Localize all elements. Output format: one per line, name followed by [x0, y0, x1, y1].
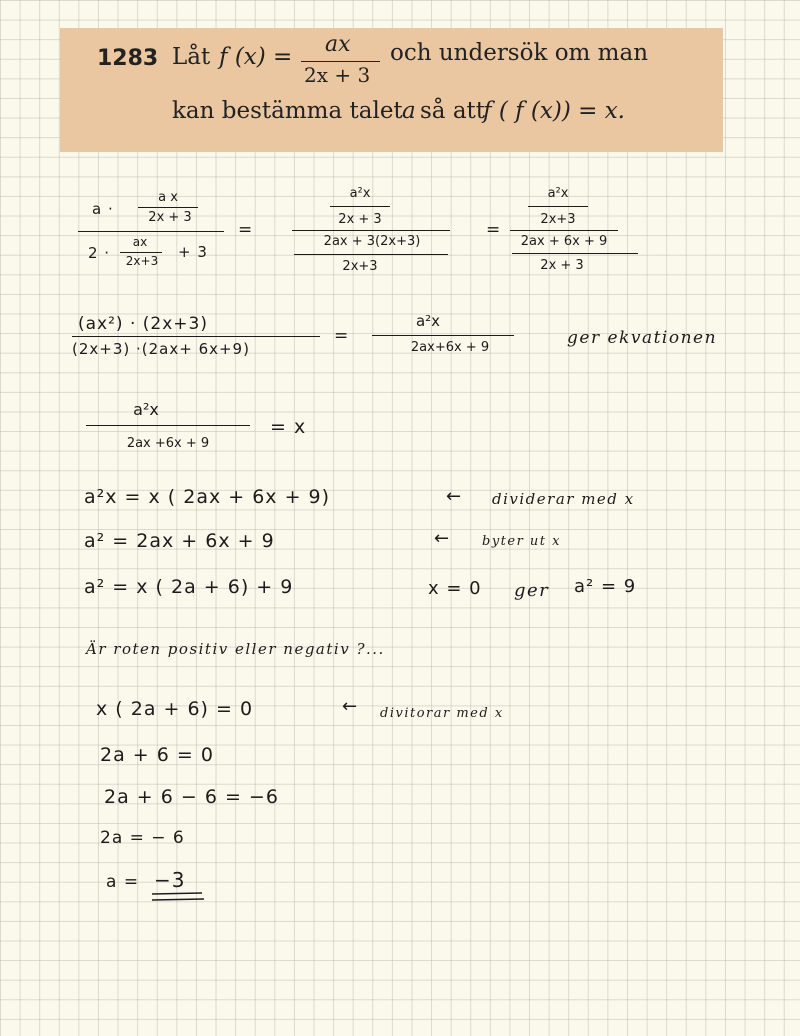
step1-mid-bot-num: 2ax + 3(2x+3) [323, 234, 421, 249]
step1-right-top-num: a²x [547, 186, 569, 201]
step1-inner-num: a x [158, 190, 178, 205]
line3-note-x: x = 0 [428, 578, 482, 599]
step1-bottom-den: 2x+3 [125, 254, 159, 268]
solve-2: 2a + 6 = 0 [100, 744, 214, 766]
line2-note: byter ut x [482, 534, 561, 549]
step1-mid-bot-den: 2x+3 [342, 259, 378, 274]
problem-frac-num: ax [325, 32, 351, 57]
step1-mid-top-bar [330, 206, 390, 207]
step1-bottom-post: + 3 [178, 243, 208, 261]
step1-right-top-den: 2x+3 [540, 212, 576, 227]
problem-number: 1283 [97, 46, 159, 71]
step1-a-dot: a · [92, 200, 114, 218]
step2-note: ger ekvationen [567, 328, 718, 348]
solve-3: 2a + 6 − 6 = −6 [104, 786, 279, 808]
problem-ffx: f ( f (x)) = x. [483, 98, 625, 124]
problem-fx: f (x) = [219, 44, 293, 70]
step2-res-num: a²x [415, 312, 441, 330]
step1-mid-bot-bar [294, 254, 448, 255]
step1-bottom-num: ax [132, 235, 148, 249]
problem-var-a: a [402, 98, 416, 124]
step1-mid-top-num: a²x [349, 186, 371, 201]
step1-bottom-pre: 2 · [88, 244, 111, 262]
question: Är roten positiv eller negativ ?... [86, 640, 385, 658]
step2-res-bar [372, 335, 514, 336]
step1-right-main-bar [510, 230, 618, 231]
double-underline [150, 890, 206, 904]
line1-note: dividerar med x [492, 490, 635, 508]
problem-text-lat: Låt [172, 44, 211, 70]
arrow-icon: ← [446, 486, 462, 507]
answer: −3 [154, 868, 186, 892]
problem-line2-b: så att [420, 98, 486, 124]
step1-eq1: = [238, 220, 254, 240]
problem-frac-den: 2x + 3 [304, 63, 371, 87]
solve-5-lhs: a = [106, 872, 140, 892]
line2: a² = 2ax + 6x + 9 [84, 530, 275, 552]
step3-num: a²x [133, 400, 159, 419]
step1-right-top-bar [528, 206, 588, 207]
solve-4: 2a = − 6 [100, 828, 185, 848]
arrow-icon: ← [342, 696, 358, 717]
line3-note-ger: ger [514, 580, 550, 601]
line3-note-a2: a² = 9 [574, 576, 637, 597]
step3-den: 2ax +6x + 9 [126, 436, 210, 451]
step2-bar [72, 336, 320, 337]
step1-right-bot-num: 2ax + 6x + 9 [520, 234, 608, 249]
step2-res-den: 2ax+6x + 9 [410, 340, 490, 355]
step1-main-bar [78, 231, 224, 232]
step3-bar [86, 425, 250, 426]
solve-1-note: divitorar med x [380, 706, 504, 721]
step2-eq: = [334, 326, 350, 346]
step3-rhs: = x [270, 416, 307, 438]
line3: a² = x ( 2a + 6) + 9 [84, 576, 294, 598]
solve-1: x ( 2a + 6) = 0 [96, 698, 254, 720]
step1-right-bot-den: 2x + 3 [540, 258, 584, 273]
arrow-icon: ← [434, 528, 450, 549]
step1-mid-top-den: 2x + 3 [338, 212, 382, 227]
step1-eq2: = [486, 220, 502, 240]
step1-right-bot-bar [512, 253, 638, 254]
problem-text-och: och undersök om man [390, 40, 649, 66]
step1-inner-den: 2x + 3 [148, 210, 192, 225]
step1-mid-main-bar [292, 230, 450, 231]
line1: a²x = x ( 2ax + 6x + 9) [84, 486, 331, 508]
step2-den: (2x+3) ·(2ax+ 6x+9) [72, 340, 250, 358]
problem-line2-a: kan bestämma talet [172, 98, 403, 124]
step1-inner-bar [138, 207, 198, 208]
step2-num: (ax²) · (2x+3) [78, 314, 208, 334]
